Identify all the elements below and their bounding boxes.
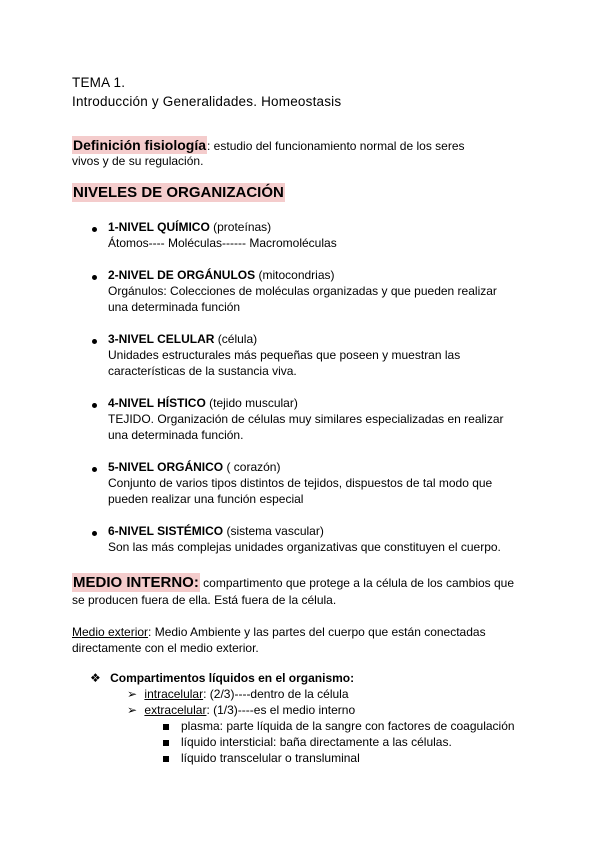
page-subtitle: Introducción y Generalidades. Homeostasis — [72, 94, 342, 109]
subitem: líquido intersticial: baña directamente a las células. — [181, 735, 452, 749]
nivel-title-line — [108, 332, 257, 346]
nivel-title: 6-NIVEL SISTÉMICO — [108, 524, 224, 538]
bullet-icon — [92, 403, 97, 408]
niveles-heading: NIVELES DE ORGANIZACIÓN — [73, 184, 284, 201]
nivel-desc: una determinada función. — [108, 428, 244, 442]
nivel-desc: Unidades estructurales más pequeñas que poseen y muestran las — [108, 348, 461, 362]
nivel-example: (célula) — [214, 332, 258, 346]
nivel-desc: características de la sustancia viva. — [108, 364, 297, 378]
niveles-heading-wrap — [72, 184, 285, 202]
extracelular-term: extracelular — [144, 703, 207, 717]
square-bullet-icon — [163, 724, 169, 730]
bullet-icon — [92, 227, 97, 232]
medio-exterior-term: Medio exterior — [72, 625, 149, 639]
nivel-title: 5-NIVEL ORGÁNICO — [108, 460, 224, 474]
bullet-icon — [92, 339, 97, 344]
definition-text: : estudio del funcionamiento normal de los seres — [207, 139, 465, 153]
nivel-example: ( corazón) — [223, 460, 281, 474]
bullet-icon — [92, 275, 97, 280]
definition-term: Definición fisiología — [73, 137, 207, 153]
arrow-bullet-icon: ➢ — [127, 703, 138, 717]
bullet-icon — [92, 531, 97, 536]
nivel-example: (sistema vascular) — [223, 524, 324, 538]
intracelular-text: : (2/3)----dentro de la célula — [203, 687, 349, 701]
nivel-example: (mitocondrias) — [255, 268, 335, 282]
nivel-desc: pueden realizar una función especial — [108, 492, 304, 506]
medio-exterior-text: : Medio Ambiente y las partes del cuerpo que están conectadas — [148, 625, 486, 639]
nivel-example: (tejido muscular) — [205, 396, 298, 410]
medio-interno-text: compartimento que protege a la célula de los cambios que — [199, 576, 515, 590]
nivel-title-line — [108, 268, 335, 282]
medio-interno-line-1 — [72, 574, 514, 591]
definition-line-2: vivos y de su regulación. — [72, 154, 204, 168]
square-bullet-icon — [163, 740, 169, 746]
nivel-title-line — [108, 396, 298, 410]
nivel-title-line — [108, 220, 271, 234]
definition-line-1 — [72, 137, 465, 153]
tema-heading: TEMA 1. — [72, 75, 126, 90]
medio-interno-term: MEDIO INTERNO: — [73, 574, 199, 591]
bullet-icon — [92, 467, 97, 472]
intracelular-term: intracelular — [144, 687, 204, 701]
compartimentos-heading-line — [90, 671, 354, 685]
nivel-desc: Conjunto de varios tipos distintos de tejidos, dispuestos de tal modo que — [108, 476, 493, 490]
subitem: líquido transcelular o transluminal — [181, 751, 360, 765]
medio-exterior-line-1 — [72, 625, 486, 639]
arrow-bullet-icon: ➢ — [127, 687, 138, 701]
compartimentos-heading: Compartimentos líquidos en el organismo: — [110, 671, 355, 685]
diamond-bullet-icon: ❖ — [90, 671, 101, 685]
intracelular-line — [127, 687, 349, 701]
nivel-example: (proteínas) — [209, 220, 272, 234]
extracelular-text: : (1/3)----es el medio interno — [206, 703, 356, 717]
medio-exterior-line-2: directamente con el medio exterior. — [72, 641, 259, 655]
nivel-title: 3-NIVEL CELULAR — [108, 332, 215, 346]
nivel-title: 1-NIVEL QUÍMICO — [108, 220, 210, 234]
nivel-desc: Orgánulos: Colecciones de moléculas organizadas y que pueden realizar — [108, 284, 497, 298]
medio-interno-line-2: se producen fuera de ella. Está fuera de la célula. — [72, 593, 337, 607]
nivel-title-line — [108, 460, 280, 474]
nivel-desc: una determinada función — [108, 300, 241, 314]
nivel-title: 4-NIVEL HÍSTICO — [108, 396, 206, 410]
nivel-desc: Son las más complejas unidades organizativas que constituyen el cuerpo. — [108, 540, 501, 554]
subitem: plasma: parte líquida de la sangre con factores de coagulación — [181, 719, 515, 733]
nivel-title-line — [108, 524, 324, 538]
nivel-desc: Átomos---- Moléculas------ Macromoléculas — [108, 236, 337, 250]
nivel-desc: TEJIDO. Organización de células muy similares especializadas en realizar — [108, 412, 504, 426]
nivel-title: 2-NIVEL DE ORGÁNULOS — [108, 268, 256, 282]
extracelular-line — [127, 703, 355, 717]
square-bullet-icon — [163, 756, 169, 762]
